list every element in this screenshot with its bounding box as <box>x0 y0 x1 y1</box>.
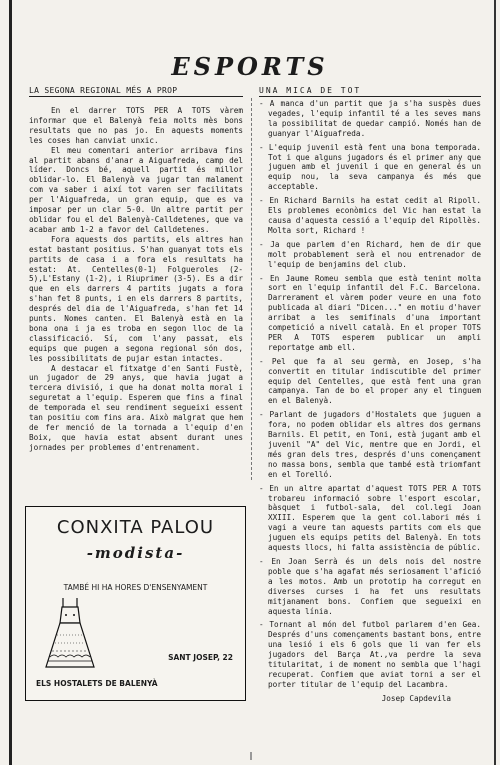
dressmaker-advert <box>25 506 246 701</box>
article-paragraph: A destacar el fitxatge d'en Santi Fustè, un jugador de 29 anys, que havia jugat a tercera divisió, i que ha donat molta moral i seguretat a l'equip. Esperem que fins a final de temporada el seu rendiment segueixi essent tan positiu com fins ara. Això malgrat que hem de fer menció de la tornada a l'equip d'en Boix, que havia estat absent durant unes jornades per problemes d'entrenament. <box>29 363 243 452</box>
section-title: ESPORTS <box>171 52 329 81</box>
dress-icon <box>42 595 98 673</box>
news-item: - En Jaume Romeu sembla que està tenint molta sort en l'equip infantil del F.C. Barcelona. Darrerament el vàrem poder veure en una foto publicada al diari "Dicen..." en motiu d'haver arribat a les semifinals d'una important competició a nivell català. En el proper TOTS PER A TOTS esperem publicar un ampli reportatge amb ell. <box>259 273 481 352</box>
page-right-border <box>494 0 496 765</box>
article-paragraph: Fora aquests dos partits, els altres han estat bastant positius. S'han guanyat tots els partits de casa i a fora els resultats ha estat: At. Centelles(0-1) Folgueroles (2-5),L'Estany (1-2), i Riuprimer (3-5). Es a dir que en els darrers 4 partits jugats a fora s'han fet 8 punts, i en els darrers 8 partits, després del dia de l'Aiguafreda, s'han fet 14 punts. Nomes canten. El Balenyà està en la bona ona i ja es troba en segon lloc de la classificació. Sí, com l'any passat, els equips que pugen a segona regional són dos, les possibilitats de pujar estan intactes. <box>29 234 243 363</box>
news-item: - En Richard Barnils ha estat cedit al Ripoll. Els problemes econòmics del Vic han estat la causa d'aquesta cessió a l'equip del Ripollès. Molta sort, Richard ! <box>259 196 481 235</box>
page-mark <box>250 752 252 760</box>
advert-profession: -modista- <box>86 544 185 562</box>
advert-address: SANT JOSEP, 22 <box>168 653 233 662</box>
advert-town: ELS HOSTALETS DE BALENYÀ <box>36 679 158 688</box>
advert-name: CONXITA PALOU <box>56 517 215 538</box>
news-item: - En un altre apartat d'aquest TOTS PER A TOTS trobareu informació sobre l'esport escolar, bàsquet i futbol-sala, del col.legi Joan XXIII. Esperem que la gent col.labori més i vagi a veure tan aquests partits com els que juguen els equips petits del Balenyà. En tots aquests llocs, hi falta assistència de públic. <box>259 483 481 553</box>
right-column-heading: UNA MICA DE TOT <box>259 86 481 97</box>
author-signature: Josep Capdevila <box>381 693 451 703</box>
news-item: - Tornant al món del futbol parlarem d'en Gea. Després d'uns començaments bastant bons, entre una lesió i els 6 gols que li van fer els jugadors del Barça At.,va perdre la seva titularitat, i de moment no sembla que l'hagi recuperat. Confiem que aviat torni a ser el porter titular de l'equip del Lacambra. <box>259 620 481 689</box>
news-item: - L'equip juvenil està fent una bona temporada. Tot i que alguns jugadors és el primer any que juguen amb el juvenil i que en general és un equip nou, la seva campanya és més que acceptable. <box>259 142 481 192</box>
news-item: - A manca d'un partit que ja s'ha suspès dues vegades, l'equip infantil té a les seves mans la possibilitat de quedar campió. Només han de guanyar l'Aiguafreda. <box>259 99 481 138</box>
news-item: - Parlant de jugadors d'Hostalets que juguen a fora, no podem oblidar els altres dos germans Barnils. El petit, en Toni, està jugant amb el juvenil "A" del Vic, mentre que en Jordi, el més gran dels tres, després d'uns començament no massa bons, sembla que també està triomfant en el Torelló. <box>259 410 481 479</box>
column-divider <box>251 98 252 480</box>
article-paragraph: En el darrer TOTS PER A TOTS vàrem informar que el Balenyà feia molts mès bons resultats que no pas jo. En aquests moments les coses han canviat unxic. <box>29 106 243 145</box>
news-item: - Ja que parlem d'en Richard, hem de dir que molt probablement serà el nou entrenador de l'equip de benjamins del club. <box>259 239 481 269</box>
advert-hours: TAMBÉ HI HA HORES D'ENSENYAMENT <box>63 583 208 592</box>
news-item: - En Joan Serrà és un dels nois del nostre poble que s'ha agafat més seriosament l'afició a les motos. Amb un prototip ha corregut en diverses curses i ha fet uns resultats mitjanament bons. Confiem que segueixi en aquesta línia. <box>259 556 481 616</box>
left-column-heading: LA SEGONA REGIONAL MÉS A PROP <box>29 86 243 97</box>
news-item: - Pel que fa al seu germà, en Josep, s'ha convertit en titular indiscutible del primer equip del Centelles, que està fent una gran campanya. Tan de bo el proper any el tinguem en el Balenyà. <box>259 356 481 406</box>
article-paragraph: El meu comentari anterior arribava fins al partit abans d'anar a Aiguafreda, camp del líder. Doncs bé, aquell partit és millor oblidar-lo. El Balenyà va jugar tan malament com va saber i així tot varen ser facilitats per l'Aiguafreda, un gran equip, que es va imposar per un clar 5-0. Un altre partit per oblidar fou el del Balenyà-Calldetenes, que va acabar amb 1-2 a favor del Calldetenes. <box>29 145 243 234</box>
left-column-article <box>29 106 243 453</box>
right-column-notes <box>259 99 481 704</box>
page-left-border <box>9 0 12 765</box>
